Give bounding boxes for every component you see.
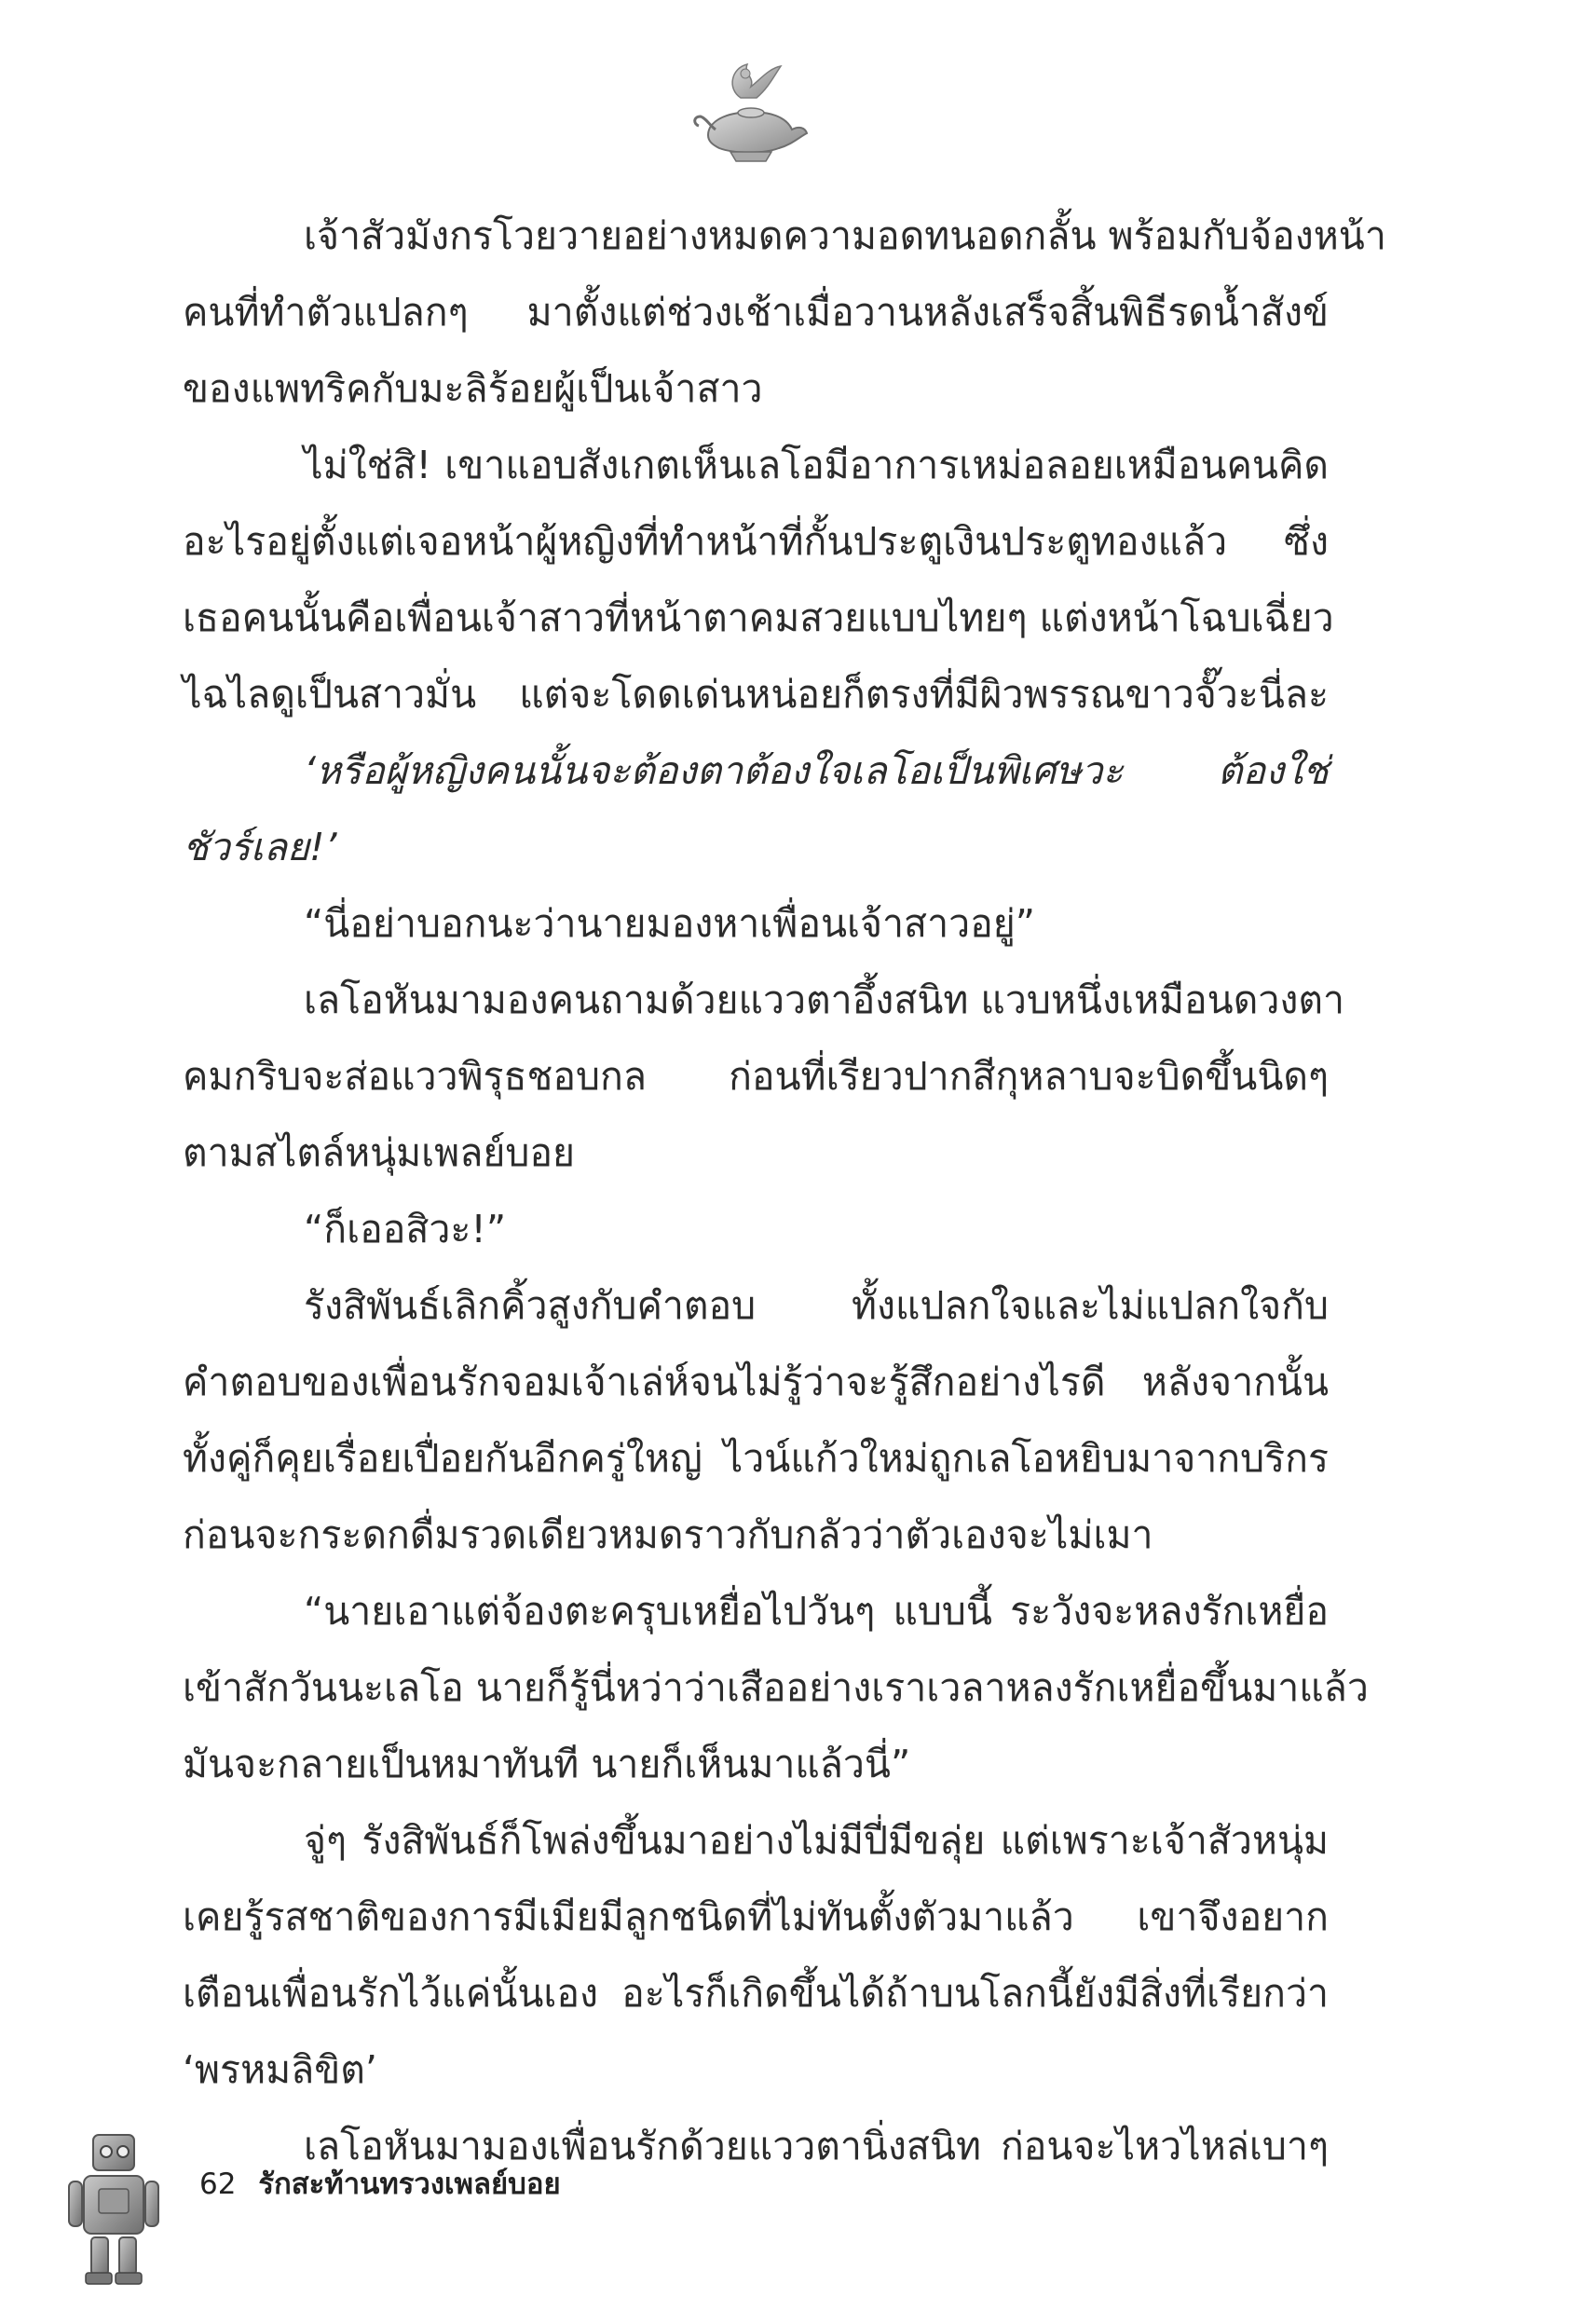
text-line: เจ้าสัวมังกรโวยวายอย่างหมดความอดทนอดกลั้น พร้อมกับจ้องหน้า (304, 213, 1386, 258)
book-title: รักสะท้านทรวงเพลย์บอย (258, 2167, 561, 2201)
robot-icon (65, 2129, 163, 2288)
text-line: รังสิพันธ์เลิกคิ้วสูงกับคำตอบ ทั้งแปลกใจและไม่แปลกใจกับ (304, 1283, 1329, 1328)
text-line: ไฉไลดูเป็นสาวมั่น แต่จะโดดเด่นหน่อยก็ตรงที่มีผิวพรรณขาวจั๊วะนี่ละ (183, 672, 1329, 717)
text-line: เธอคนนั้นคือเพื่อนเจ้าสาวที่หน้าตาคมสวยแบบไทยๆ แต่งหน้าโฉบเฉี่ยว (183, 595, 1334, 640)
text-line: ‘พรหมลิขิต’ (183, 2047, 377, 2092)
text-line: “ก็เออสิวะ!” (304, 1207, 507, 1251)
text-line: “นายเอาแต่จ้องตะครุบเหยื่อไปวันๆ แบบนี้ ระวังจะหลงรักเหยื่อ (304, 1589, 1329, 1634)
text-line: เตือนเพื่อนรักไว้แค่นั้นเอง อะไรก็เกิดขึ้นได้ถ้าบนโลกนี้ยังมีสิ่งที่เรียกว่า (183, 1971, 1329, 2016)
text-line: อะไรอยู่ตั้งแต่เจอหน้าผู้หญิงที่ทำหน้าที่กั้นประตูเงินประตูทองแล้ว ซึ่ง (183, 519, 1329, 564)
page-number: 62 (199, 2167, 237, 2201)
text-line: เลโอหันมามองเพื่อนรักด้วยแววตานิ่งสนิท ก่อนจะไหวไหล่เบาๆ (304, 2124, 1329, 2168)
text-line: มันจะกลายเป็นหมาทันที นายก็เห็นมาแล้วนี่” (183, 1742, 911, 1786)
genie-lamp-icon (689, 51, 811, 172)
text-line: ตามสไตล์หนุ่มเพลย์บอย (183, 1130, 576, 1175)
text-line: ทั้งคู่ก็คุยเรื่อยเปื่อยกันอีกครู่ใหญ่ ไวน์แก้วใหม่ถูกเลโอหยิบมาจากบริกร (183, 1436, 1329, 1481)
text-line: คำตอบของเพื่อนรักจอมเจ้าเล่ห์จนไม่รู้ว่าจะรู้สึกอย่างไรดี หลังจากนั้น (183, 1360, 1329, 1404)
text-line: ของแพทริคกับมะลิร้อยผู้เป็นเจ้าสาว (183, 366, 763, 411)
text-line: คนที่ทำตัวแปลกๆ มาตั้งแต่ช่วงเช้าเมื่อวานหลังเสร็จสิ้นพิธีรดน้ำสังข์ (183, 290, 1329, 335)
text-line: ก่อนจะกระดกดื่มรวดเดียวหมดราวกับกลัวว่าตัวเองจะไม่เมา (183, 1512, 1153, 1557)
text-line: จู่ๆ รังสิพันธ์ก็โพล่งขึ้นมาอย่างไม่มีปี่มีขลุ่ย แต่เพราะเจ้าสัวหนุ่ม (304, 1818, 1329, 1863)
text-line: ชัวร์เลย!’ (183, 825, 337, 869)
text-line: ไม่ใช่สิ! เขาแอบสังเกตเห็นเลโอมีอาการเหม่อลอยเหมือนคนคิด (304, 443, 1329, 487)
text-line: เข้าสักวันนะเลโอ นายก็รู้นี่หว่าว่าเสืออย่างเราเวลาหลงรักเหยื่อขึ้นมาแล้ว (183, 1665, 1369, 1710)
body-text (183, 198, 1386, 2184)
text-line: เลโอหันมามองคนถามด้วยแววตาอึ้งสนิท แวบหนึ่งเหมือนดวงตา (304, 978, 1345, 1022)
text-line: ‘หรือผู้หญิงคนนั้นจะต้องตาต้องใจเลโอเป็นพิเศษวะ ต้องใช่ (304, 748, 1329, 793)
text-line: คมกริบจะส่อแววพิรุธชอบกล ก่อนที่เรียวปากสีกุหลาบจะบิดขึ้นนิดๆ (183, 1054, 1329, 1099)
text-line: “นี่อย่าบอกนะว่านายมองหาเพื่อนเจ้าสาวอยู่” (304, 901, 1036, 946)
page-footer (199, 2160, 561, 2207)
text-line: เคยรู้รสชาติของการมีเมียมีลูกชนิดที่ไม่ทันตั้งตัวมาแล้ว เขาจึงอยาก (183, 1894, 1329, 1939)
